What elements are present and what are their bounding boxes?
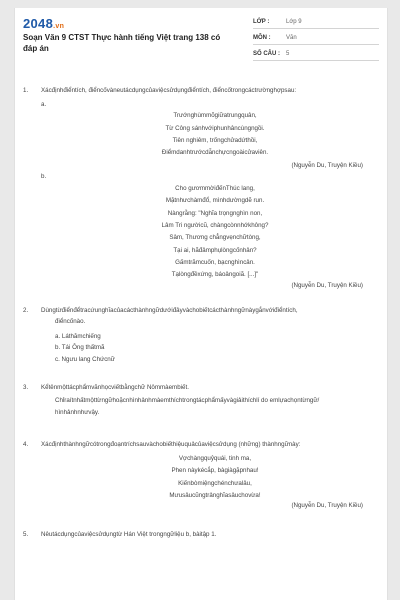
poem-source: (Nguyễn Du, Truyện Kiều) — [291, 502, 363, 509]
question-text-continued: điểncốnào. — [55, 318, 86, 325]
list-item: a. Láthămchiếng — [55, 333, 101, 340]
info-row-grade — [253, 16, 379, 29]
question-text: Xácđịnhđiểntích, điểncốvàneutácdụngcủaviệcsửdụngđiểntích, điểncốtrongcáctrườnghợpsau: — [41, 87, 297, 94]
info-value: 5 — [286, 51, 290, 57]
list-item: c. Ngưu lang Chứcnữ — [55, 356, 115, 363]
question-number: 3. — [23, 384, 29, 391]
poem-line: Tại ai, hãđâmphụlòngcốnhân? — [173, 247, 257, 254]
document-title: Soạn Văn 9 CTST Thực hành tiếng Việt trang 138 có đáp án — [23, 33, 221, 53]
info-key: LỚP : — [253, 19, 270, 25]
info-value: Lớp 9 — [286, 19, 302, 25]
question-text: Xácđịnhthànhngữcótrongđoạntríchsauvàchobiếthiệuquảcủaviệcsửdụng (những) thànhngữnày: — [41, 441, 301, 448]
site-logo[interactable] — [23, 16, 64, 31]
poem-line: Vợchàngquỷquái, tinh ma, — [178, 455, 252, 462]
question-text-continued: hìnhảnhnhưvậy. — [55, 409, 100, 416]
question-text-continued: Chỉraítnhấtmộttừngữhoặcnhìnhảnhmàemthíchtrongtácphẩmấyvàgiảithíchlí do emlựachọntừngữ/ — [55, 397, 320, 404]
poem-line: Lâm Tri ngườicũ, chàngcònnhớkhông? — [161, 222, 269, 229]
subpart-label-b: b. — [41, 173, 47, 180]
question-number: 2. — [23, 307, 29, 314]
poem-line: Nàngrằng: "Nghĩa trọngnghìn non, — [167, 210, 263, 217]
question-text: Dùngtừđiểnđểtracứunghĩacủacácthànhngữdướiđâyvàchobiếtcácthànhngữnàygắnvớiđiểntích, — [41, 307, 298, 314]
logo-tld: .vn — [53, 23, 65, 30]
poem-line: Mặtnhưchàmđổ, mìnhdườngdẽ run. — [165, 197, 265, 204]
list-item: b. Tái Ông thấtmã — [55, 344, 105, 351]
question-number: 1. — [23, 87, 29, 94]
poem-line: Tạlòngđềxứng, báoângoiã. [...]" — [171, 271, 259, 278]
poem-line: Sâm, Thương chẳngvẹnchữtòng, — [169, 234, 261, 241]
poem-line: Trướnghùmmõgiữatrungquân, — [173, 112, 257, 119]
info-row-question-count — [253, 48, 379, 61]
poem-line: Cho gươmmờiđếnThúc lang, — [175, 185, 255, 192]
poem-line: Phen nàykécắp, bàgiàgặpnhau! — [171, 467, 259, 474]
poem-line: Từ Công sánhvớiphunhâncùngngồi. — [165, 125, 265, 132]
question-text: Nêutácdụngcủaviệcsửdụngtừ Hán Việt trongngữliệu b, bàitập 1. — [41, 531, 217, 538]
poem-source: (Nguyễn Du, Truyện Kiều) — [291, 282, 363, 289]
poem-line: Gấmtrămcuốn, bạcnghìncân. — [175, 259, 255, 266]
poem-source: (Nguyễn Du, Truyện Kiều) — [291, 162, 363, 169]
info-row-subject — [253, 32, 379, 45]
logo-number: 2048 — [23, 16, 54, 31]
info-key: SỐ CÂU : — [253, 51, 280, 57]
question-text: Kểtênmộttácphẩmvănhọcviếtbằngchữ Nômmàembiết. — [41, 384, 189, 391]
info-value: Văn — [286, 35, 297, 41]
poem-line: Tiên nghiêm, trốngchửadứthồi, — [172, 137, 258, 144]
question-number: 4. — [23, 441, 29, 448]
question-number: 5. — [23, 531, 29, 538]
document-page — [14, 8, 388, 600]
poem-line: Mưusâucũngtrảnghĩasâuchovừa! — [169, 492, 261, 499]
poem-line: Kiếnbòmiệngchénchưalâu, — [178, 480, 252, 487]
subpart-label-a: a. — [41, 101, 47, 108]
poem-line: Điểmdanhtrướcdẫnchựcngoàicửaviên. — [161, 149, 269, 156]
info-key: MÔN : — [253, 35, 271, 41]
